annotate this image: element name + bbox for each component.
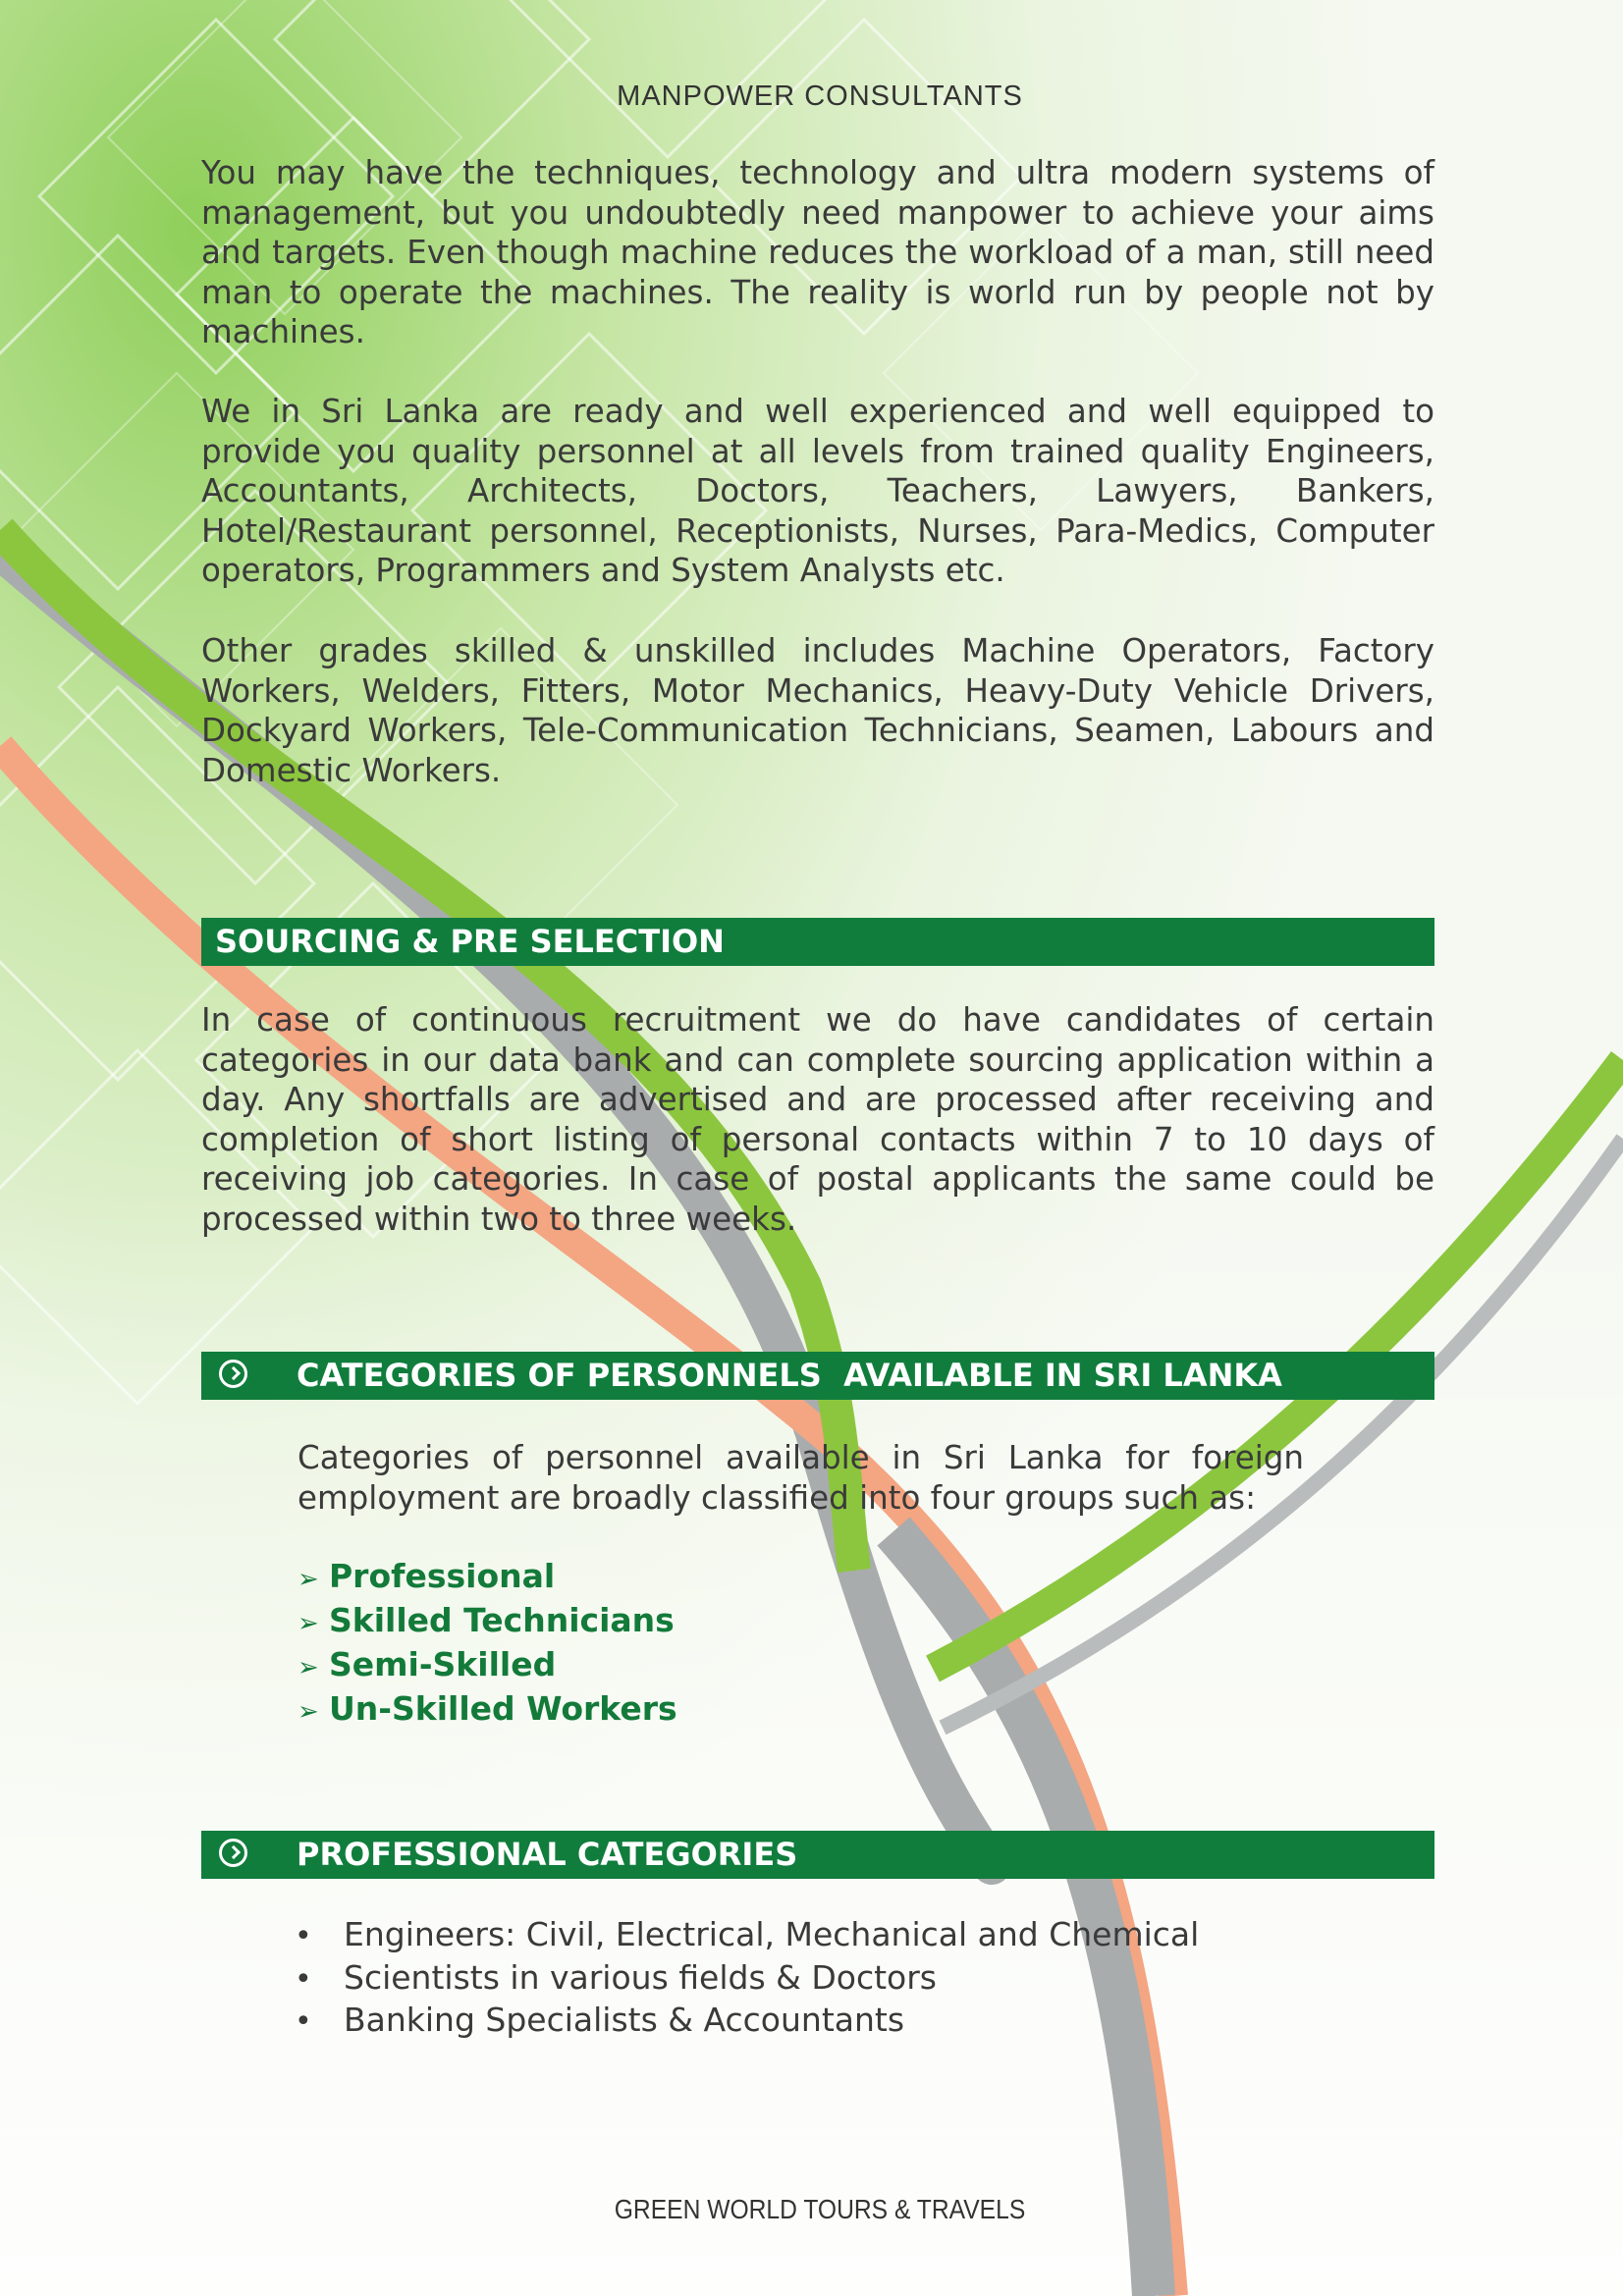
intro-paragraph-1: You may have the techniques, technology and ultra modern systems of management, but you undoubtedly need manpower to achieve your aims and targets. Even though machine reduces the workload of a man, still need man to operate the machines. The reality is world run by people not by machines. bbox=[201, 154, 1434, 350]
page-footer-title: GREEN WORLD TOURS & TRAVELS bbox=[614, 2194, 1026, 2224]
professional-heading: PROFESSIONAL CATEGORIES bbox=[297, 1836, 798, 1873]
arrow-bullet-icon: ➢ bbox=[298, 1609, 319, 1638]
list-item: ➢ Skilled Technicians bbox=[298, 1600, 677, 1644]
list-item: ➢ Professional bbox=[298, 1556, 677, 1600]
bullet-dot-icon: • bbox=[295, 2004, 312, 2039]
sourcing-heading: SOURCING & PRE SELECTION bbox=[215, 923, 725, 960]
bullet-dot-icon: • bbox=[295, 1919, 312, 1953]
arrow-bullet-icon: ➢ bbox=[298, 1565, 319, 1594]
categories-intro: Categories of personnel available in Sri Lanka for foreign employment are broadly classified into four groups such as: bbox=[298, 1439, 1304, 1517]
professional-heading-band bbox=[201, 1831, 1434, 1879]
professional-list bbox=[295, 1914, 1199, 2043]
list-item: • Banking Specialists & Accountants bbox=[295, 2000, 1199, 2043]
categories-heading-band bbox=[201, 1352, 1434, 1400]
arrow-bullet-icon: ➢ bbox=[298, 1653, 319, 1682]
arrow-bullet-icon: ➢ bbox=[298, 1697, 319, 1727]
sourcing-heading-band bbox=[201, 918, 1434, 966]
list-item: • Engineers: Civil, Electrical, Mechanical and Chemical bbox=[295, 1914, 1199, 1957]
categories-list bbox=[298, 1556, 677, 1733]
list-item: • Scientists in various fields & Doctors bbox=[295, 1957, 1199, 2001]
circle-arrow-icon bbox=[219, 1360, 247, 1388]
intro-paragraph-3: Other grades skilled & unskilled includes Machine Operators, Factory Workers, Welders, Fitters, Motor Mechanics, Heavy-Duty Vehicle Drivers, Dockyard Workers, Tele-Communication Technicians, Seamen, Labours and Domestic Workers. bbox=[201, 632, 1434, 789]
intro-paragraph-2: We in Sri Lanka are ready and well experienced and well equipped to provide you quality personnel at all levels from trained quality Engineers, Accountants, Architects, Doctors, Teachers, Lawyers, Bankers, Hotel/Restaurant personnel, Receptionists, Nurses, Para-Medics, Computer operators, Programmers and System Analysts etc. bbox=[201, 393, 1434, 589]
list-item: ➢ Un-Skilled Workers bbox=[298, 1688, 677, 1733]
list-item: ➢ Semi-Skilled bbox=[298, 1644, 677, 1688]
categories-heading: CATEGORIES OF PERSONNELS AVAILABLE IN SRI LANKA bbox=[297, 1357, 1282, 1394]
bullet-dot-icon: • bbox=[295, 1961, 312, 1997]
circle-arrow-icon bbox=[219, 1839, 247, 1867]
page-header-title: MANPOWER CONSULTANTS bbox=[617, 80, 1023, 112]
sourcing-paragraph: In case of continuous recruitment we do have candidates of certain categories in our data bank and can complete sourcing application within a day. Any shortfalls are advertised and are processed after receiving and completion of short listing of personal contacts within 7 to 10 days of receiving job categories. In case of postal applicants the same could be processed within two to three weeks. bbox=[201, 1001, 1434, 1238]
